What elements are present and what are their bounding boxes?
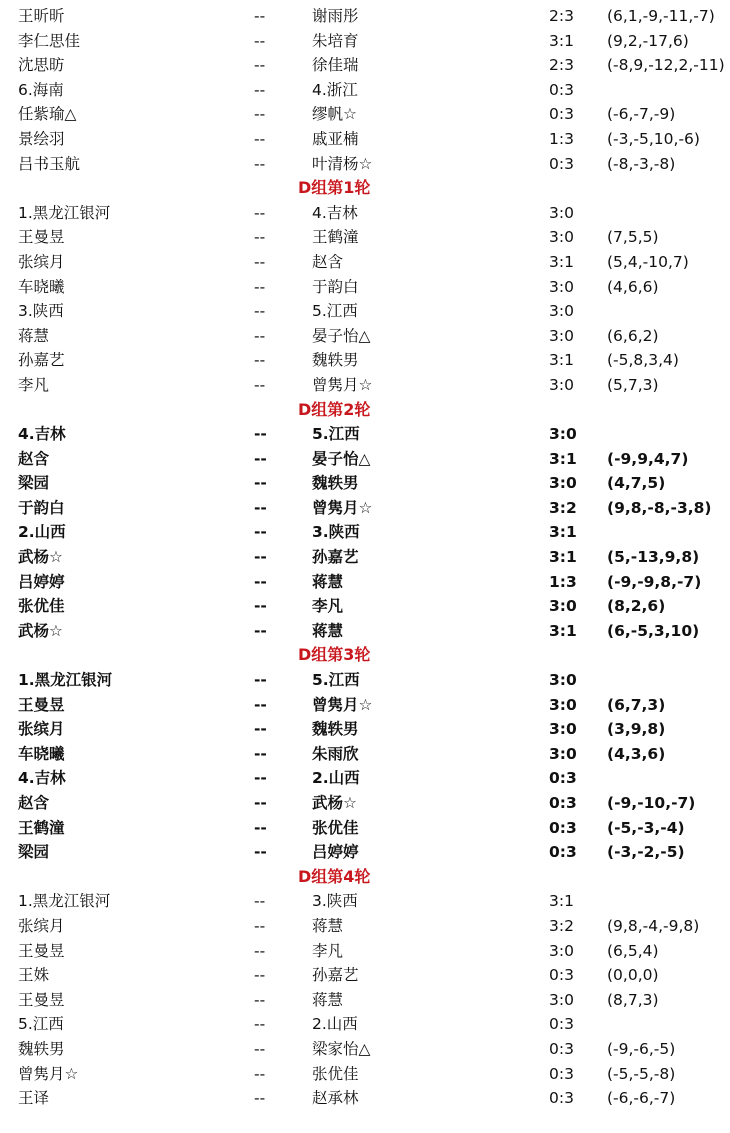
player-2: 谢雨彤 (312, 7, 359, 25)
separator: -- (254, 720, 267, 739)
player-1: 景绘羽 (18, 129, 65, 148)
game-scores: (6,1,-9,-11,-7) (607, 7, 715, 25)
round-heading (0, 865, 730, 890)
match-score: 0:3 (549, 1039, 574, 1058)
separator: -- (254, 621, 267, 640)
player-2: 赵含 (312, 252, 344, 271)
player-1: 沈思昉 (18, 56, 65, 75)
match-score: 3:0 (549, 425, 577, 444)
player-1: 王译 (18, 1089, 50, 1108)
match-score: 0:3 (549, 769, 577, 788)
separator: -- (254, 769, 267, 788)
game-scores: (6,6,2) (607, 326, 659, 345)
player-1: 梁园 (18, 843, 50, 862)
match-score: 3:0 (549, 990, 574, 1009)
match-row (0, 816, 730, 841)
separator: -- (254, 498, 267, 517)
match-row (0, 53, 730, 78)
player-2: 魏轶男 (312, 720, 359, 739)
match-score: 3:1 (549, 621, 577, 640)
player-2: 4.浙江 (312, 80, 358, 99)
match-row (0, 889, 730, 914)
player-2: 3.陕西 (312, 523, 360, 542)
match-score: 0:3 (549, 1015, 574, 1034)
separator: -- (254, 228, 266, 247)
player-2: 曾隽月☆ (312, 695, 373, 714)
match-row (0, 422, 730, 447)
results-sheet (0, 4, 730, 1111)
round-heading-text: D组第3轮 (298, 645, 371, 665)
match-score: 0:3 (549, 1089, 574, 1108)
player-1: 吕婷婷 (18, 572, 65, 591)
game-scores: (4,7,5) (607, 474, 666, 493)
player-1: 3.陕西 (18, 302, 64, 321)
game-scores: (5,7,3) (607, 375, 659, 394)
game-scores: (-9,9,4,7) (607, 449, 689, 468)
player-2: 曾隽月☆ (312, 375, 373, 394)
player-2: 徐佳瑞 (312, 56, 359, 75)
match-row (0, 1086, 730, 1111)
game-scores: (6,7,3) (607, 695, 666, 714)
player-1: 王曼昱 (18, 990, 65, 1009)
separator: -- (254, 375, 266, 394)
player-1: 任紫瑜△ (18, 105, 77, 124)
round-heading-text: D组第4轮 (298, 866, 371, 886)
match-score: 3:0 (549, 695, 577, 714)
player-2: 蒋慧 (312, 572, 344, 591)
player-2: 曾隽月☆ (312, 498, 373, 517)
player-1: 车晓曦 (18, 277, 65, 296)
player-2: 4.吉林 (312, 203, 358, 222)
player-1: 赵含 (18, 794, 50, 812)
match-score: 0:3 (549, 154, 574, 173)
match-row (0, 373, 730, 398)
match-score: 2:3 (549, 7, 574, 25)
player-2: 张优佳 (312, 1064, 359, 1083)
player-1: 张缤月 (18, 916, 65, 935)
player-2: 缪帆☆ (312, 105, 357, 124)
player-2: 蒋慧 (312, 916, 344, 935)
player-2: 魏轶男 (312, 351, 359, 370)
round-heading (0, 398, 730, 423)
match-row (0, 102, 730, 127)
match-row (0, 1062, 730, 1087)
separator: -- (254, 523, 267, 542)
player-1: 车晓曦 (18, 744, 65, 763)
separator: -- (254, 1089, 266, 1108)
match-score: 3:1 (549, 892, 574, 911)
match-row (0, 939, 730, 964)
separator: -- (254, 425, 267, 444)
match-row (0, 988, 730, 1013)
match-score: 3:1 (549, 548, 577, 567)
separator: -- (254, 695, 267, 714)
match-score: 3:2 (549, 498, 577, 517)
match-row (0, 717, 730, 742)
match-row (0, 742, 730, 767)
player-1: 1.黑龙江银河 (18, 892, 111, 911)
separator: -- (254, 597, 267, 616)
game-scores: (-9,-9,8,-7) (607, 572, 702, 591)
player-1: 武杨☆ (18, 621, 63, 640)
player-2: 蒋慧 (312, 621, 344, 640)
match-score: 3:0 (549, 302, 574, 321)
round-heading-text: D组第2轮 (298, 399, 371, 419)
match-score: 3:2 (549, 916, 574, 935)
match-score: 3:0 (549, 326, 574, 345)
separator: -- (254, 154, 266, 173)
round-heading (0, 643, 730, 668)
separator: -- (254, 31, 266, 50)
match-row (0, 963, 730, 988)
player-1: 王姝 (18, 966, 50, 985)
player-2: 张优佳 (312, 818, 359, 837)
game-scores: (-3,-5,10,-6) (607, 129, 700, 148)
match-score: 0:3 (549, 818, 577, 837)
player-1: 梁园 (18, 474, 50, 493)
player-1: 张缤月 (18, 720, 65, 739)
separator: -- (254, 818, 267, 837)
match-score: 3:1 (549, 31, 574, 50)
game-scores: (7,5,5) (607, 228, 659, 247)
match-row (0, 545, 730, 570)
player-2: 晏子怡△ (312, 449, 371, 468)
match-score: 1:3 (549, 572, 577, 591)
player-1: 5.江西 (18, 1015, 64, 1034)
player-1: 2.山西 (18, 523, 66, 542)
player-2: 孙嘉艺 (312, 548, 359, 567)
game-scores: (9,2,-17,6) (607, 31, 689, 50)
separator: -- (254, 916, 266, 935)
match-row (0, 447, 730, 472)
player-2: 朱雨欣 (312, 744, 359, 763)
game-scores: (-9,-6,-5) (607, 1039, 676, 1058)
match-score: 3:0 (549, 720, 577, 739)
match-score: 0:3 (549, 105, 574, 124)
game-scores: (-5,-5,-8) (607, 1064, 676, 1083)
match-score: 3:0 (549, 671, 577, 690)
player-1: 于韵白 (18, 498, 65, 517)
player-1: 赵含 (18, 449, 50, 468)
separator: -- (254, 892, 266, 911)
player-1: 张优佳 (18, 597, 65, 616)
player-2: 梁家怡△ (312, 1039, 371, 1058)
player-1: 曾隽月☆ (18, 1064, 79, 1083)
game-scores: (-8,9,-12,2,-11) (607, 56, 725, 75)
match-row (0, 1012, 730, 1037)
match-row (0, 275, 730, 300)
separator: -- (254, 203, 266, 222)
match-row (0, 594, 730, 619)
separator: -- (254, 1039, 266, 1058)
player-2: 5.江西 (312, 425, 360, 444)
game-scores: (-5,8,3,4) (607, 351, 679, 370)
game-scores: (-6,-7,-9) (607, 105, 676, 124)
game-scores: (6,5,4) (607, 941, 659, 960)
game-scores: (9,8,-8,-3,8) (607, 498, 712, 517)
match-score: 0:3 (549, 80, 574, 99)
game-scores: (-6,-6,-7) (607, 1089, 676, 1108)
player-1: 王曼昱 (18, 941, 65, 960)
player-2: 魏轶男 (312, 474, 359, 493)
player-2: 吕婷婷 (312, 843, 359, 862)
match-row (0, 840, 730, 865)
match-score: 0:3 (549, 966, 574, 985)
match-score: 3:1 (549, 523, 577, 542)
match-row (0, 324, 730, 349)
game-scores: (4,6,6) (607, 277, 659, 296)
player-2: 赵承林 (312, 1089, 359, 1108)
match-row (0, 570, 730, 595)
game-scores: (-8,-3,-8) (607, 154, 676, 173)
match-score: 3:0 (549, 597, 577, 616)
separator: -- (254, 843, 267, 862)
match-score: 3:0 (549, 744, 577, 763)
player-1: 王鹤潼 (18, 818, 65, 837)
match-row (0, 496, 730, 521)
match-row (0, 619, 730, 644)
separator: -- (254, 966, 266, 985)
match-row (0, 152, 730, 177)
match-score: 3:0 (549, 474, 577, 493)
separator: -- (254, 990, 266, 1009)
match-score: 1:3 (549, 129, 574, 148)
match-row (0, 78, 730, 103)
game-scores: (-5,-3,-4) (607, 818, 685, 837)
separator: -- (254, 56, 266, 75)
match-row (0, 299, 730, 324)
player-2: 5.江西 (312, 302, 358, 321)
match-row (0, 1037, 730, 1062)
game-scores: (8,7,3) (607, 990, 659, 1009)
separator: -- (254, 351, 266, 370)
match-score: 3:1 (549, 252, 574, 271)
player-2: 于韵白 (312, 277, 359, 296)
match-score: 0:3 (549, 1064, 574, 1083)
game-scores: (-3,-2,-5) (607, 843, 685, 862)
match-score: 0:3 (549, 794, 577, 812)
player-2: 王鹤潼 (312, 228, 359, 247)
player-2: 2.山西 (312, 769, 360, 788)
match-score: 2:3 (549, 56, 574, 75)
match-row (0, 693, 730, 718)
game-scores: (0,0,0) (607, 966, 659, 985)
match-row (0, 914, 730, 939)
separator: -- (254, 474, 267, 493)
separator: -- (254, 302, 266, 321)
player-1: 王曼昱 (18, 228, 65, 247)
game-scores: (5,-13,9,8) (607, 548, 700, 567)
match-score: 3:1 (549, 351, 574, 370)
player-2: 晏子怡△ (312, 326, 371, 345)
game-scores: (9,8,-4,-9,8) (607, 916, 700, 935)
match-row (0, 520, 730, 545)
separator: -- (254, 1015, 266, 1034)
game-scores: (-9,-10,-7) (607, 794, 696, 812)
match-score: 3:1 (549, 449, 577, 468)
game-scores: (5,4,-10,7) (607, 252, 689, 271)
match-row (0, 668, 730, 693)
match-row (0, 250, 730, 275)
player-1: 1.黑龙江银河 (18, 671, 113, 690)
separator: -- (254, 80, 266, 99)
player-1: 4.吉林 (18, 769, 66, 788)
game-scores: (8,2,6) (607, 597, 666, 616)
separator: -- (254, 277, 266, 296)
game-scores: (3,9,8) (607, 720, 666, 739)
player-2: 戚亚楠 (312, 129, 359, 148)
game-scores: (6,-5,3,10) (607, 621, 700, 640)
player-2: 蒋慧 (312, 990, 344, 1009)
player-2: 叶清杨☆ (312, 154, 373, 173)
player-2: 5.江西 (312, 671, 360, 690)
separator: -- (254, 744, 267, 763)
separator: -- (254, 548, 267, 567)
separator: -- (254, 129, 266, 148)
match-score: 0:3 (549, 843, 577, 862)
match-row (0, 471, 730, 496)
player-1: 孙嘉艺 (18, 351, 65, 370)
round-heading (0, 176, 730, 201)
player-1: 4.吉林 (18, 425, 66, 444)
match-row (0, 348, 730, 373)
separator: -- (254, 572, 267, 591)
player-2: 朱培育 (312, 31, 359, 50)
player-1: 蒋慧 (18, 326, 50, 345)
match-row (0, 127, 730, 152)
player-2: 李凡 (312, 597, 344, 616)
match-row (0, 201, 730, 226)
player-1: 魏轶男 (18, 1039, 65, 1058)
match-row (0, 225, 730, 250)
player-1: 1.黑龙江银河 (18, 203, 111, 222)
separator: -- (254, 941, 266, 960)
separator: -- (254, 794, 267, 812)
separator: -- (254, 252, 266, 271)
player-2: 武杨☆ (312, 794, 357, 812)
player-1: 张缤月 (18, 252, 65, 271)
player-2: 3.陕西 (312, 892, 358, 911)
player-1: 王昕昕 (18, 7, 65, 25)
player-1: 李凡 (18, 375, 50, 394)
player-1: 吕书玉航 (18, 154, 81, 173)
player-2: 孙嘉艺 (312, 966, 359, 985)
match-score: 3:0 (549, 375, 574, 394)
match-row (0, 766, 730, 791)
player-1: 武杨☆ (18, 548, 63, 567)
separator: -- (254, 7, 266, 25)
separator: -- (254, 1064, 266, 1083)
player-2: 2.山西 (312, 1015, 358, 1034)
round-heading-text: D组第1轮 (298, 178, 371, 198)
match-score: 3:0 (549, 277, 574, 296)
match-score: 3:0 (549, 203, 574, 222)
game-scores: (4,3,6) (607, 744, 666, 763)
match-row (0, 29, 730, 54)
match-row (0, 4, 730, 29)
match-row (0, 791, 730, 816)
separator: -- (254, 326, 266, 345)
separator: -- (254, 671, 267, 690)
player-1: 6.海南 (18, 80, 64, 99)
match-score: 3:0 (549, 941, 574, 960)
separator: -- (254, 105, 266, 124)
player-2: 李凡 (312, 941, 344, 960)
separator: -- (254, 449, 267, 468)
player-1: 王曼昱 (18, 695, 65, 714)
player-1: 李仁思佳 (18, 31, 81, 50)
match-score: 3:0 (549, 228, 574, 247)
